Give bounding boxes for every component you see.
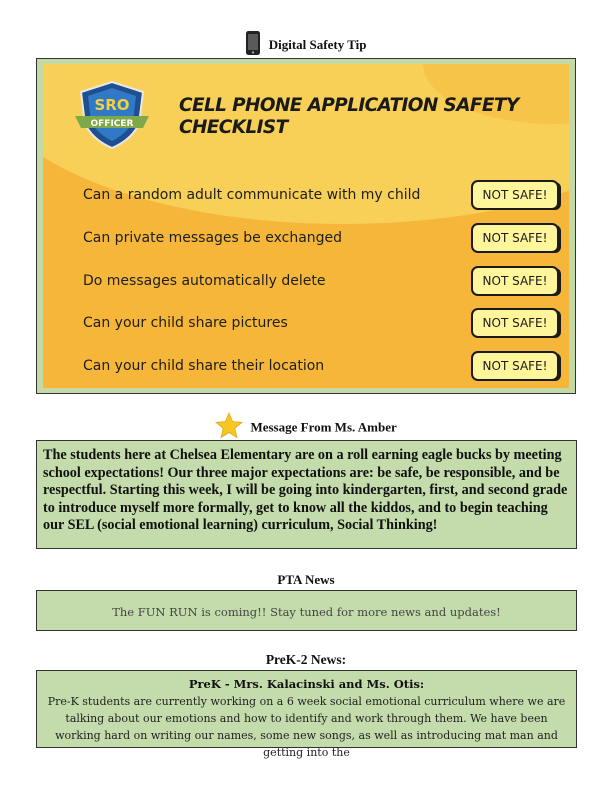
checklist-question: Can your child share their location — [83, 358, 325, 374]
prek2-news-heading: PreK-2 News: — [265, 652, 347, 667]
pta-news-box — [36, 590, 577, 631]
checklist-question: Can a random adult communicate with my child — [83, 187, 421, 203]
sro-officer-badge-icon — [73, 80, 151, 150]
checklist-item — [83, 349, 569, 385]
checklist-item — [83, 306, 569, 342]
phone-icon — [245, 30, 261, 60]
not-safe-tag: NOT SAFE! — [471, 351, 559, 381]
badge-officer-text: OFFICER — [90, 119, 134, 129]
safety-checklist-graphic — [36, 58, 576, 394]
badge-sro-text: SRO — [94, 96, 130, 114]
checklist-item — [83, 178, 569, 214]
prek2-news-box — [36, 670, 577, 759]
digital-safety-heading — [0, 30, 612, 60]
checklist-question: Can your child share pictures — [83, 315, 288, 331]
not-safe-tag: NOT SAFE! — [471, 223, 559, 253]
poster-title: CELL PHONE APPLICATION SAFETY CHECKLIST — [179, 94, 519, 138]
not-safe-tag: NOT SAFE! — [471, 180, 559, 210]
ms-amber-message: The students here at Chelsea Elementary are on a roll earning eagle bucks by meeting school expectations! Our three major expectations are: be safe, be responsible, and be respectful. Starting this week, I will be going into kindergarten, first, and second grade to introduce myself more formally, get to know all the kiddos, and to begin teaching our SEL (social emotional learning) curriculum, Social Thinking! — [43, 447, 568, 533]
checklist-question: Do messages automatically delete — [83, 273, 326, 289]
star-icon — [215, 412, 243, 443]
ms-amber-title: Message From Ms. Amber — [250, 419, 397, 435]
checklist-question: Can private messages be exchanged — [83, 230, 343, 246]
pta-news-heading: PTA News — [277, 572, 335, 587]
checklist-poster — [43, 64, 569, 388]
not-safe-tag: NOT SAFE! — [471, 266, 559, 296]
digital-safety-title: Digital Safety Tip — [268, 37, 367, 52]
checklist-item — [83, 221, 569, 257]
ms-amber-message-box — [36, 440, 577, 549]
prek-news-message: Pre-K students are currently working on a 6 week social emotional curriculum where we are talking about our emotions and how to identify and work through them. We have been working hard on writing our names, some new songs, as well as introducing mat man and getting into the — [47, 695, 566, 759]
ms-amber-heading — [0, 412, 612, 443]
checklist-item — [83, 264, 569, 300]
pta-news-message: The FUN RUN is coming!! Stay tuned for more news and updates! — [112, 605, 501, 619]
prek-teachers-subheading: PreK - Mrs. Kalacinski and Ms. Otis: — [188, 677, 425, 691]
not-safe-tag: NOT SAFE! — [471, 308, 559, 338]
